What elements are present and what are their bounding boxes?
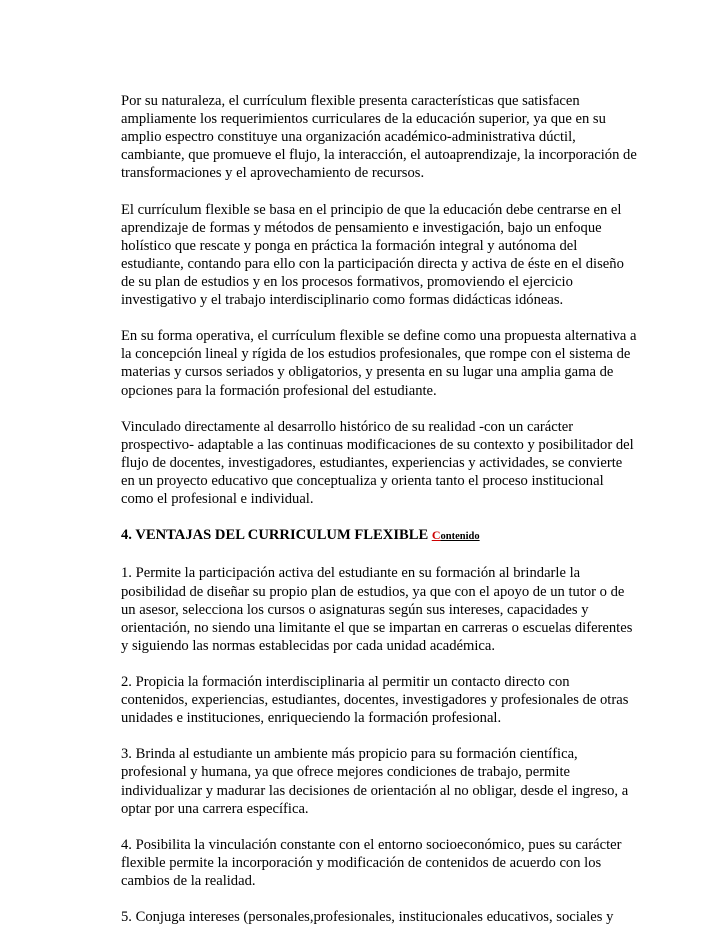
text-line: materias y cursos seriados y obligatorios, y presenta en su lugar una amplia gama de [121,364,614,381]
text-line: aprendizaje de formas y métodos de pensamiento e investigación, bajo un enfoque [121,219,602,236]
text-line: de su plan de estudios y en los procesos formativos, promoviendo el ejercicio [121,273,573,290]
contenido-link-first-letter: C [431,528,441,543]
text-line: 3. Brinda al estudiante un ambiente más propicio para su formación científica, [121,746,578,763]
text-line: contenidos, experiencias, estudiantes, docentes, investigadores y profesionales de otras [121,692,629,709]
text-line: Vinculado directamente al desarrollo histórico de su realidad -con un carácter [121,418,574,435]
text-line: flujo de docentes, investigadores, estudiantes, experiencias y actividades, se convierte [121,454,623,471]
text-line: orientación, no siendo una limitante el que se impartan en carreras o escuelas diferentes [121,619,633,636]
text-line: Por su naturaleza, el currículum flexible presenta características que satisfacen [121,93,580,109]
advantage-paragraph [121,745,631,817]
text-line: profesional y humana, ya que ofrece mejores condiciones de trabajo, permite [121,764,570,781]
text-line: flexible permite la incorporación y modificación de contenidos de acuerdo con los [121,854,602,871]
text-line: El currículum flexible se basa en el principio de que la educación debe centrarse en el [121,201,622,218]
intro-paragraph [121,327,637,399]
text-line: cambiante, que promueve el flujo, la interacción, el autoaprendizaje, la incorporación de [121,147,637,164]
text-line: estudiante, contando para ello con la participación directa y activa de éste en el diseño [121,255,624,272]
text-line: 5. Conjuga intereses (personales,profesionales, institucionales educativos, sociales y [121,909,614,926]
text-line: y siguiendo las normas establecidas por cada unidad académica. [121,637,496,654]
intro-section [121,92,637,508]
text-line: unidades e instituciones, enriqueciendo la formación profesional. [121,710,502,727]
advantage-paragraph [121,836,631,890]
contenido-link[interactable] [431,528,480,543]
text-line: En su forma operativa, el currículum flexible se define como una propuesta alternativa a [121,328,637,345]
text-line: como el profesional e individual. [121,491,314,508]
text-line: transformaciones y el aprovechamiento de recursos. [121,165,425,182]
text-line: cambios de la realidad. [121,873,256,890]
text-line: prospectivo- adaptable a las continuas modificaciones de su contexto y posibilitador del [121,436,634,453]
contenido-link-rest: ontenido [440,531,480,543]
text-line: un asesor, selecciona los cursos o asignaturas según sus intereses, capacidades y [121,601,589,618]
text-line: 2. Propicia la formación interdisciplinaria al permitir un contacto directo con [121,674,570,690]
text-line: ampliamente los requerimientos curriculares de la educación superior, ya que en su [121,111,606,128]
intro-paragraph [121,92,637,182]
text-line: posibilidad de diseñar su propio plan de estudios, ya que con el apoyo de un tutor o de [121,583,625,600]
advantage-paragraph [121,673,631,727]
text-line: holístico que rescate y ponga en práctica la formación integral y autónoma del [121,237,578,254]
text-line: en un proyecto educativo que conceptualiza y orienta tanto el proceso institucional [121,472,604,489]
text-line: 1. Permite la participación activa del estudiante en su formación al brindarle la [121,565,581,582]
text-line: 4. Posibilita la vinculación constante con el entorno socioeconómico, pues su carácter [121,836,622,853]
advantages-section [121,564,631,926]
intro-paragraph [121,418,634,508]
text-line: individualizar y madurar las decisiones de orientación al no obligar, desde el ingreso, a [121,782,629,799]
document-page [121,92,637,944]
heading-text: 4. VENTAJAS DEL CURRICULUM FLEXIBLE [121,527,429,544]
intro-paragraph [121,201,631,310]
text-line: optar por una carrera específica. [121,800,309,817]
text-line: opciones para la formación profesional del estudiante. [121,382,437,399]
advantage-paragraph [121,908,631,926]
text-line: la concepción lineal y rígida de los estudios profesionales, que rompe con el sistema de [121,346,631,363]
section-heading [121,526,631,546]
text-line: investigativo y el trabajo interdisciplinario como formas didácticas idóneas. [121,292,564,309]
advantage-paragraph [121,564,631,654]
text-line: amplio espectro constituye una organización académico-administrativa dúctil, [121,129,576,146]
